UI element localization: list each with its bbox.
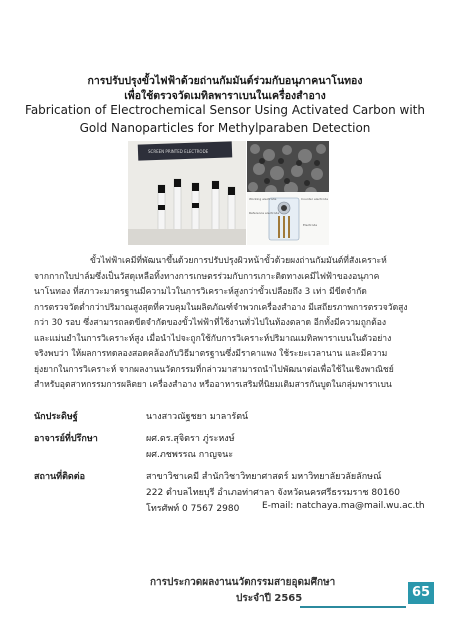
diagram-label-working: Working electrode bbox=[249, 197, 277, 201]
contact-label: สถานที่ติดต่อ bbox=[34, 472, 86, 482]
package-label: SCREEN PRINTED ELECTRODE bbox=[148, 149, 209, 154]
inventor-label: นักประดิษฐ์ bbox=[34, 412, 78, 422]
contact-address-line-1: สาขาวิชาเคมี สำนักวิชาวิทยาศาสตร์ มหาวิทยาลัยวลัยลักษณ์ bbox=[146, 472, 382, 482]
abstract-line: กว่า 30 รอบ ซึ่งสามารถลดขีดจำกัดของขั้วไฟฟ้าที่ใช้งานทั่วไปในท้องตลาด อีกทั้งมีความถูกต้อง bbox=[34, 318, 387, 328]
footer-divider bbox=[300, 606, 406, 608]
abstract-line: และแม่นยำในการวิเคราะห์สูง เมื่อนำไปจะถูกใช้กับการวิเคราะห์ปริมาณเมทิลพาราเบนในตัวอย่าง bbox=[34, 333, 392, 344]
advisor-name-1: ผศ.ดร.สุจิตรา ภู่ระหงษ์ bbox=[146, 434, 235, 444]
abstract-paragraph bbox=[34, 254, 420, 394]
inventor-name: นางสาวณัฐชยา มาลารัตน์ bbox=[146, 412, 249, 422]
title-thai-line-2: เพื่อใช้ตรวจวัดเมทิลพาราเบนในเครื่องสำอาง bbox=[124, 90, 326, 102]
title-english-line-1: Fabrication of Electrochemical Sensor Using Activated Carbon with bbox=[25, 103, 425, 117]
diagram-label-reference: Reference electrode bbox=[249, 211, 280, 215]
abstract-line: การตรวจวัดต่ำกว่าปริมาณสูงสุดที่ควบคุมในผลิตภัณฑ์จำพวกเครื่องสำอาง มีเสถียรภาพการตรวจวัดสูง bbox=[34, 302, 408, 313]
electrode-diagram-graphic bbox=[247, 192, 329, 245]
page-number: 65 bbox=[408, 582, 434, 604]
title-thai-line-1: การปรับปรุงขั้วไฟฟ้าด้วยถ่านกัมมันต์ร่วมกับอนุภาคนาโนทอง bbox=[87, 75, 363, 87]
electrode-photo bbox=[128, 141, 246, 245]
abstract-line: นาโนทอง ที่สภาวะมาตรฐานมีความไวในการวิเคราะห์สูงกว่าขั้วเปลือยถึง 3 เท่า มีขีดจำกัด bbox=[34, 287, 367, 297]
contact-email[interactable]: E-mail: natchaya.ma@mail.wu.ac.th bbox=[262, 501, 425, 511]
contact-phone: โทรศัพท์ 0 7567 2980 bbox=[146, 504, 240, 514]
electrode-diagram bbox=[247, 192, 329, 245]
title-english-line-2: Gold Nanoparticles for Methylparaben Detection bbox=[79, 121, 371, 135]
abstract-line: จริงพบว่า ให้ผลการทดลองสอดคล้องกับวิธีมาตรฐานซึ่งมีราคาแพง ใช้ระยะเวลานาน และมีความ bbox=[34, 349, 388, 359]
diagram-label-counter: Counter electrode bbox=[301, 197, 329, 201]
advisor-name-2: ผศ.ภชพรรณ กาญจนะ bbox=[146, 450, 234, 460]
abstract-line: สำหรับอุตสาหกรรมการผลิตยา เครื่องสำอาง หรืออาหารเสริมที่นิยมเติมสารกันบูดในกลุ่มพาราเบน bbox=[34, 380, 392, 390]
diagram-label-electrode: Electrode bbox=[303, 223, 318, 227]
footer-competition-title: การประกวดผลงานนวัตกรรมสายอุดมศึกษา bbox=[150, 577, 336, 588]
electrode-photo-graphic bbox=[128, 141, 246, 245]
advisor-label: อาจารย์ที่ปรึกษา bbox=[34, 434, 98, 444]
footer-year: ประจำปี 2565 bbox=[236, 593, 303, 604]
contact-address-line-2: 222 ตำบลไทยบุรี อำเภอท่าศาลา จังหวัดนครศรีธรรมราช 80160 bbox=[146, 488, 400, 498]
abstract-line: จากกากใบปาล์มซึ่งเป็นวัสดุเหลือทิ้งทางการเกษตรร่วมกับการเกาะติดทางเคมีไฟฟ้าของอนุภาค bbox=[34, 271, 380, 282]
abstract-line: ยุ่งยากในการวิเคราะห์ จากผลงานนวัตกรรมที่กล่าวมาสามารถนำไปพัฒนาต่อเพื่อใช้ในเชิงพาณิชย์ bbox=[34, 364, 394, 375]
abstract-line: ขั้วไฟฟ้าเคมีที่พัฒนาขึ้นด้วยการปรับปรุงผิวหน้าขั้วด้วยผงถ่านกัมมันต์ที่สังเคราะห์ bbox=[90, 256, 387, 266]
